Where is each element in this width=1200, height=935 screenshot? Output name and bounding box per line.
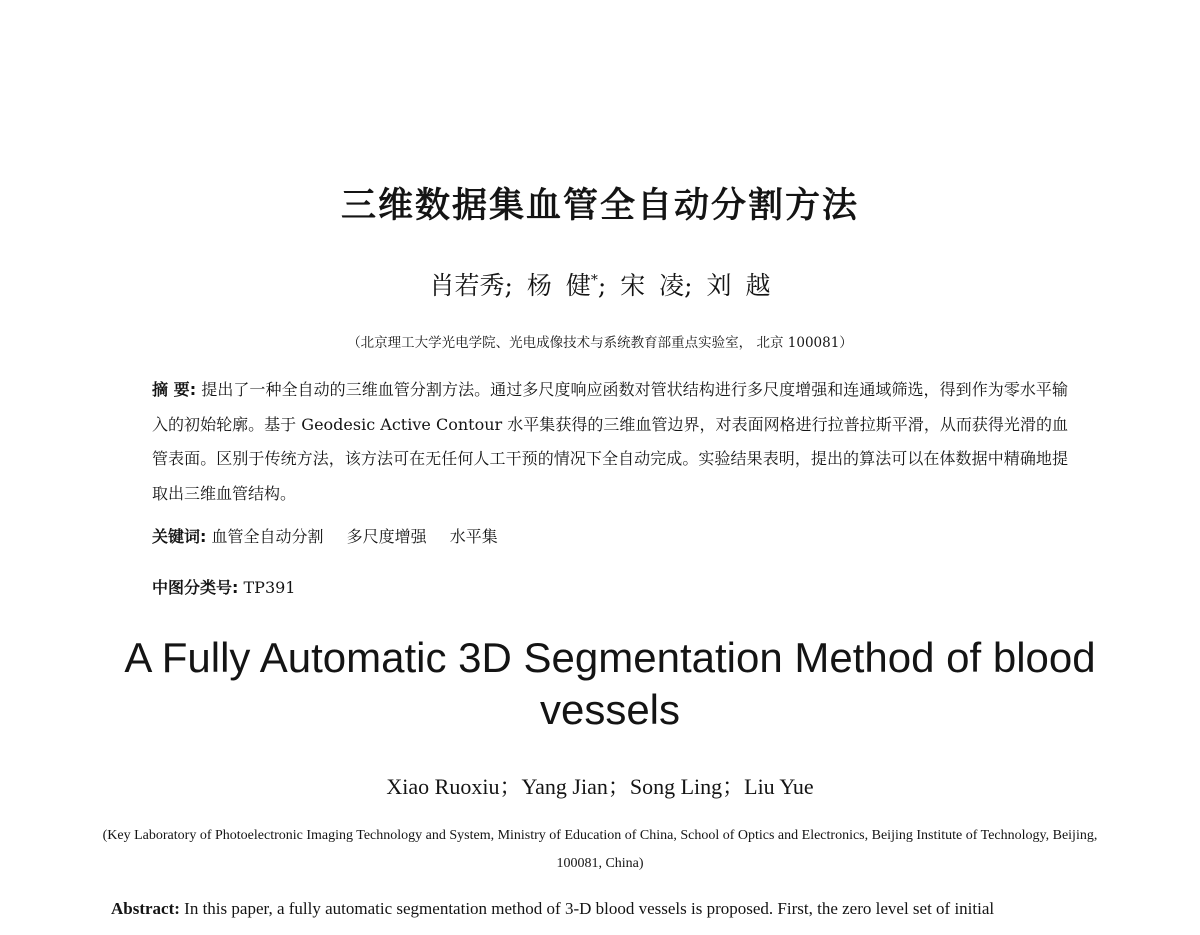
chinese-abstract [152,373,1068,511]
chinese-author-names: 肖若秀; 杨 健 [429,271,591,300]
english-abstract-text: In this paper, a fully automatic segmentation method of 3-D blood vessels is proposed. First, the zero level set of initial [184,899,995,918]
chinese-affiliation: （北京理工大学光电学院、光电成像技术与系统教育部重点实验室， 北京 100081） [347,335,853,351]
chinese-author-names-tail: ; 宋 凌; 刘 越 [597,271,771,300]
english-affiliation: (Key Laboratory of Photoelectronic Imaging Technology and System, Ministry of Education of China, School of Optics and Electronics, Beijing Institute of Technology, Beijing, 100081, China) [102,828,1098,871]
chinese-abstract-text: 提出了一种全自动的三维血管分割方法。通过多尺度响应函数对管状结构进行多尺度增强和连通域筛选，得到作为零水平输入的初始轮廓。基于 Geodesic Active Contour 水平集获得的三维血管边界，对表面网格进行拉普拉斯平滑，从而获得光滑的血管表面。区别于传统方法，该方法可在无任何人工干预的情况下全自动完成。实验结果表明，提出的算法可以在体数据中精确地提取出三维血管结构。 [152,380,1068,503]
chinese-title: 三维数据集血管全自动分割方法 [340,186,859,226]
corresponding-author-mark: * [590,272,598,289]
english-authors: Xiao Ruoxiu；Yang Jian；Song Ling；Liu Yue [386,774,814,799]
english-abstract-label: Abstract: [111,899,180,918]
english-abstract [111,896,1111,922]
keywords-label: 关键词: [152,527,207,546]
chinese-keywords [152,524,516,547]
keyword: 水平集 [449,527,498,546]
classification-label: 中图分类号: [152,578,239,597]
classification-value: TP391 [243,578,296,597]
english-title: A Fully Automatic 3D Segmentation Method of blood vessels [124,634,1096,733]
chinese-abstract-label: 摘 要: [152,380,197,399]
classification-number [152,575,295,598]
chinese-authors [0,266,1200,302]
keyword: 多尺度增强 [346,527,427,546]
keyword: 血管全自动分割 [211,527,324,546]
